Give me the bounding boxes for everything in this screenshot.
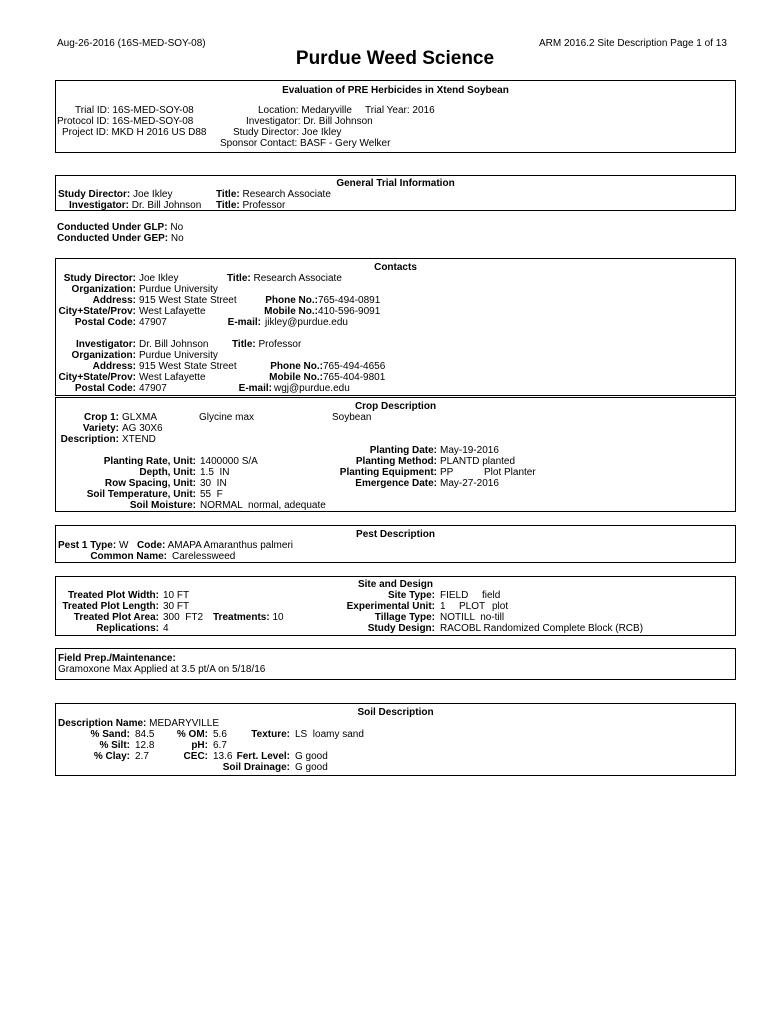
plot-area-label: Treated Plot Area:	[73, 612, 159, 623]
trial-heading: Evaluation of PRE Herbicides in Xtend Soybean	[282, 85, 509, 96]
soil-temp-label: Soil Temperature, Unit:	[86, 489, 196, 500]
soil-name-label: Description Name:	[58, 718, 147, 729]
contact1-title-label: Title:	[227, 273, 251, 284]
inv-label: Investigator:	[69, 200, 130, 211]
trial-year: Trial Year: 2016	[365, 105, 435, 116]
treatments-value: 10	[272, 612, 284, 623]
contact2-mobile-label: Mobile No.:	[269, 372, 323, 383]
glp-value: No	[170, 222, 184, 233]
soil-moisture-label: Soil Moisture:	[129, 500, 196, 511]
contact1-email: jikley@purdue.edu	[265, 317, 348, 328]
pest-heading: Pest Description	[356, 529, 435, 540]
contact1-email-label: E-mail:	[227, 317, 261, 328]
exp-unit-label: Experimental Unit:	[346, 601, 435, 612]
contact1-phone-label: Phone No.:	[265, 295, 318, 306]
contact1-postal-label: Postal Code:	[74, 317, 136, 328]
crop-desc-label: Description:	[60, 434, 119, 445]
gep-label: Conducted Under GEP:	[57, 233, 169, 244]
title-label: Title:	[216, 189, 240, 200]
crop-scientific-name: Glycine max	[199, 412, 255, 423]
crop-common-name: Soybean	[332, 412, 372, 423]
texture-value: LS loamy sand	[295, 729, 364, 740]
depth-value: 1.5 IN	[200, 467, 230, 478]
treatments-label: Treatments:	[213, 612, 270, 623]
contact1-address: 915 West State Street	[139, 295, 237, 306]
planting-date-label: Planting Date:	[369, 445, 437, 456]
location: Location: Medaryville	[258, 105, 352, 116]
om-label: % OM:	[176, 729, 208, 740]
silt-value: 12.8	[135, 740, 155, 751]
contact1-city-label: City+State/Prov:	[58, 306, 136, 317]
contact1-org-label: Organization:	[71, 284, 136, 295]
header-page-info: ARM 2016.2 Site Description Page 1 of 13	[539, 38, 727, 49]
contact2-phone-label: Phone No.:	[270, 361, 323, 372]
field-prep-text: Gramoxone Max Applied at 3.5 pt/A on 5/18/16	[58, 664, 266, 675]
pest-common-label: Common Name:	[90, 551, 167, 562]
depth-label: Depth, Unit:	[139, 467, 196, 478]
plot-length-value: 30 FT	[163, 601, 190, 612]
row-spacing-label: Row Spacing, Unit:	[104, 478, 196, 489]
plot-length-label: Treated Plot Length:	[62, 601, 159, 612]
contact2-title-label: Title:	[232, 339, 256, 350]
soil-drainage-label: Soil Drainage:	[222, 762, 290, 773]
clay-value: 2.7	[135, 751, 149, 762]
general-heading: General Trial Information	[336, 178, 455, 189]
general-info-section	[55, 175, 736, 211]
emergence-date-label: Emergence Date:	[355, 478, 437, 489]
pest-type-value: W	[118, 540, 129, 551]
exp-unit-value: 1	[440, 601, 446, 612]
field-prep-heading: Field Prep./Maintenance:	[58, 653, 176, 664]
plot-width-value: 10 FT	[163, 590, 190, 601]
sand-label: % Sand:	[90, 729, 130, 740]
contact2-phone: 765-494-4656	[323, 361, 386, 372]
sponsor-contact: Sponsor Contact: BASF - Gery Welker	[220, 138, 391, 149]
contact1-city: West Lafayette	[139, 306, 206, 317]
contact2-address-label: Address:	[92, 361, 136, 372]
contact2-city: West Lafayette	[139, 372, 206, 383]
cec-value: 13.6	[213, 751, 233, 762]
planting-equipment-desc: Plot Planter	[484, 467, 536, 478]
plot-area-value: 300 FT2	[163, 612, 204, 623]
planting-method-label: Planting Method:	[355, 456, 437, 467]
texture-label: Texture:	[251, 729, 290, 740]
soil-name-value: MEDARYVILLE	[149, 718, 219, 729]
contact2-postal: 47907	[139, 383, 167, 394]
fert-level-label: Fert. Level:	[236, 751, 290, 762]
contact2-inv-label: Investigator:	[75, 339, 136, 350]
study-director: Study Director: Joe Ikley	[233, 127, 342, 138]
contact1-address-label: Address:	[92, 295, 136, 306]
emergence-date-value: May-27-2016	[440, 478, 499, 489]
fert-level-value: G good	[295, 751, 328, 762]
planting-equipment-label: Planting Equipment:	[339, 467, 437, 478]
contacts-section	[55, 258, 736, 396]
contacts-heading: Contacts	[374, 262, 417, 273]
row-spacing-value: 30 IN	[200, 478, 227, 489]
crop-desc-value: XTEND	[122, 434, 156, 445]
planting-rate-value: 1400000 S/A	[200, 456, 258, 467]
header-date: Aug-26-2016 (16S-MED-SOY-08)	[57, 38, 206, 49]
pest-code-value: AMAPA Amaranthus palmeri	[167, 540, 294, 551]
site-type-label: Site Type:	[387, 590, 435, 601]
soil-section	[55, 703, 736, 776]
planting-date-value: May-19-2016	[440, 445, 499, 456]
title-label: Title:	[216, 200, 240, 211]
planting-equipment-code: PP	[440, 467, 454, 478]
om-value: 5.6	[213, 729, 227, 740]
contact2-postal-label: Postal Code:	[74, 383, 136, 394]
sd-title: Research Associate	[242, 189, 331, 200]
pest-common-value: Carelessweed	[172, 551, 236, 562]
exp-unit-desc: plot	[492, 601, 509, 612]
glp-label: Conducted Under GLP:	[57, 222, 168, 233]
ph-value: 6.7	[213, 740, 227, 751]
sd-value: Joe Ikley	[133, 189, 173, 200]
tillage-value: NOTILL no-till	[440, 612, 505, 623]
contact2-email-label: E-mail:	[238, 383, 272, 394]
study-design-value: RACOBL Randomized Complete Block (RCB)	[440, 623, 644, 634]
protocol-id: Protocol ID: 16S-MED-SOY-08	[57, 116, 194, 127]
soil-moisture-value: NORMAL normal, adequate	[200, 500, 326, 511]
clay-label: % Clay:	[93, 751, 130, 762]
contact1-org: Purdue University	[139, 284, 218, 295]
plot-width-label: Treated Plot Width:	[67, 590, 159, 601]
soil-temp-value: 55 F	[200, 489, 223, 500]
crop-label: Crop 1:	[84, 412, 119, 423]
contact2-city-label: City+State/Prov:	[58, 372, 136, 383]
cec-label: CEC:	[183, 751, 208, 762]
page-title: Purdue Weed Science	[295, 48, 495, 69]
contact2-org-label: Organization:	[71, 350, 136, 361]
contact2-title: Professor	[258, 339, 302, 350]
site-heading: Site and Design	[357, 579, 433, 590]
field-prep-section	[55, 648, 736, 680]
gep-value: No	[170, 233, 184, 244]
contact1-phone: 765-494-0891	[318, 295, 381, 306]
study-design-label: Study Design:	[367, 623, 435, 634]
site-type-value: FIELD	[440, 590, 469, 601]
exp-unit-code: PLOT	[459, 601, 486, 612]
contact2-address: 915 West State Street	[139, 361, 237, 372]
investigator: Investigator: Dr. Bill Johnson	[246, 116, 373, 127]
variety-value: AG 30X6	[122, 423, 163, 434]
sand-value: 84.5	[135, 729, 155, 740]
replications-label: Replications:	[96, 623, 159, 634]
contact1-mobile-label: Mobile No.:	[264, 306, 318, 317]
sd-label: Study Director:	[58, 189, 131, 200]
crop-section	[55, 397, 736, 512]
pest-section	[55, 525, 736, 563]
pest-code-label: Code:	[137, 540, 166, 551]
crop-heading: Crop Description	[354, 401, 437, 412]
soil-heading: Soil Description	[357, 707, 434, 718]
contact1-title: Research Associate	[253, 273, 342, 284]
contact2-email: wgj@purdue.edu	[274, 383, 350, 394]
variety-label: Variety:	[82, 423, 119, 434]
contact2-mobile: 765-404-9801	[323, 372, 386, 383]
planting-rate-label: Planting Rate, Unit:	[103, 456, 196, 467]
planting-method-value: PLANTD planted	[440, 456, 516, 467]
contact2-name: Dr. Bill Johnson	[139, 339, 209, 350]
tillage-label: Tillage Type:	[374, 612, 435, 623]
site-type-desc: field	[482, 590, 501, 601]
project-id: Project ID: MKD H 2016 US D88	[62, 127, 207, 138]
contact1-sd-label: Study Director:	[63, 273, 136, 284]
inv-title: Professor	[242, 200, 286, 211]
ph-label: pH:	[191, 740, 208, 751]
inv-value: Dr. Bill Johnson	[131, 200, 202, 211]
contact1-name: Joe Ikley	[139, 273, 179, 284]
replications-value: 4	[163, 623, 169, 634]
trial-id: Trial ID: 16S-MED-SOY-08	[75, 105, 194, 116]
contact1-mobile: 410-596-9091	[318, 306, 381, 317]
soil-drainage-value: G good	[295, 762, 328, 773]
trial-info-section	[55, 80, 736, 153]
contact2-org: Purdue University	[139, 350, 218, 361]
silt-label: % Silt:	[99, 740, 130, 751]
contact1-postal: 47907	[139, 317, 167, 328]
site-design-section	[55, 576, 736, 636]
pest-type-label: Pest 1 Type:	[58, 540, 117, 551]
crop-code: GLXMA	[122, 412, 158, 423]
